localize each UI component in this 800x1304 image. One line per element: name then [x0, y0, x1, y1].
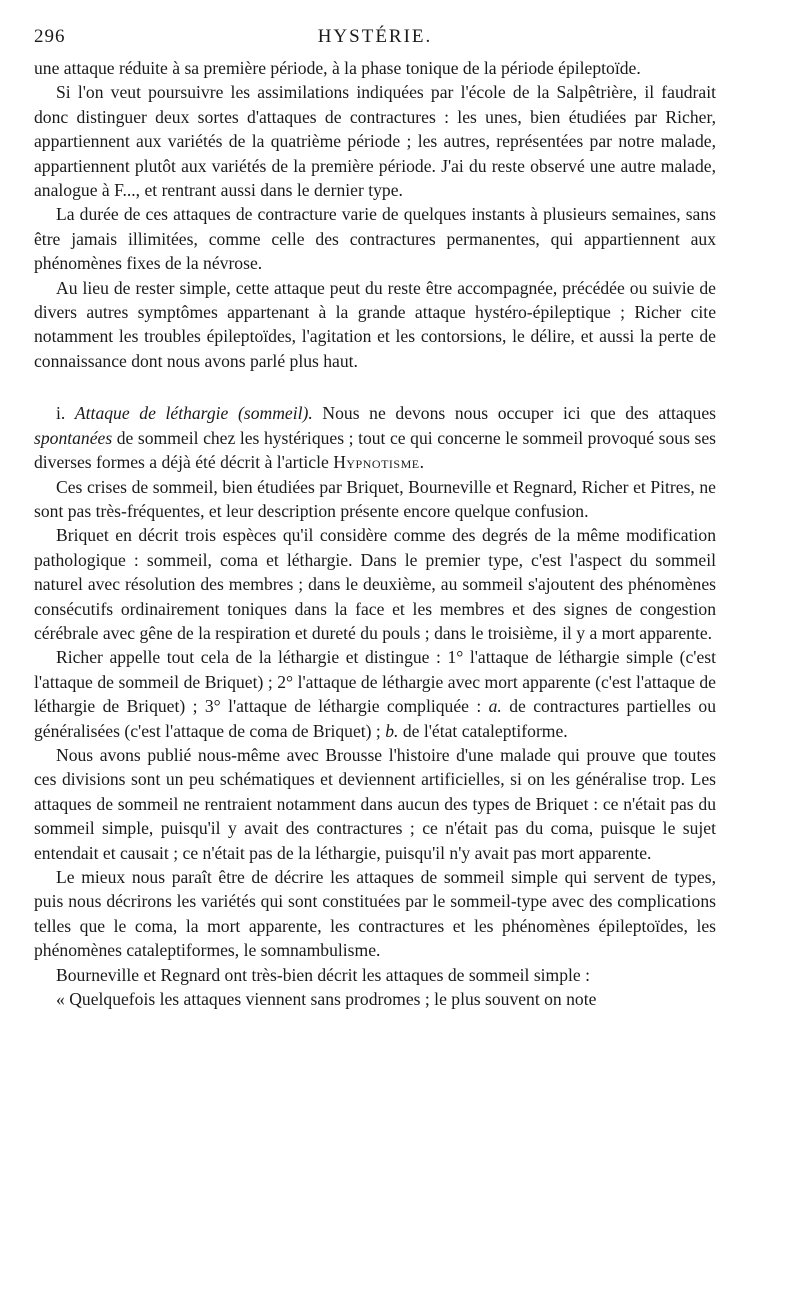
paragraph: une attaque réduite à sa première période, à la phase tonique de la période épileptoïde.: [34, 58, 641, 78]
paragraph: Bourneville et Regnard ont très-bien décrit les attaques de sommeil simple :: [56, 964, 591, 985]
article-reference-end: .: [419, 452, 424, 473]
book-page: [34, 26, 716, 1011]
paragraph: La durée de ces attaques de contracture varie de quelques instants à plusieurs semaines, sans être jamais illimitées, comme celle des contractures permanentes, qui appartiennent aux phénomènes fixes de la névrose.: [34, 204, 716, 274]
section-gap: [34, 373, 716, 401]
richer-text-1: Richer appelle tout cela de la léthargie et distingue : 1° l'attaque de léthargie simple (c'est l'attaque de sommeil de Briquet) ; 2° l'attaque de léthargie avec mort apparente (c'est l'attaque de léthargie de Briquet) ; 3° l'attaque de léthargie compliquée :: [34, 647, 716, 717]
section-marker: i.: [56, 403, 66, 424]
emphasis-spontanees: spontanées: [34, 427, 113, 448]
page-body: [34, 56, 716, 1011]
running-title: HYSTÉRIE.: [317, 26, 433, 47]
article-reference: Hypnotisme: [333, 452, 420, 473]
paragraph: Au lieu de rester simple, cette attaque peut du reste être accompagnée, précédée ou suivie de divers autres symptômes appartenant à la grande attaque hystéro-épileptique ; Richer cite notamment les troubles épileptoïdes, l'agitation et les contorsions, le délire, et aussi la perte de connaissance dont nous avons parlé plus haut.: [34, 277, 716, 371]
richer-text-3: de l'état cataleptiforme.: [402, 720, 568, 741]
paragraph: Si l'on veut poursuivre les assimilations indiquées par l'école de la Salpêtrière, il faudrait donc distinguer deux sortes d'attaques de contractures : les unes, bien étudiées par Richer, appartiennent aux variétés de la quatrième période ; les autres, représentées par notre malade, appartiennent plutôt aux variétés de la première période. J'ai du reste observé une autre malade, analogue à F..., et rentrant aussi dans le dernier type.: [34, 82, 716, 201]
paragraph: Ces crises de sommeil, bien étudiées par Briquet, Bourneville et Regnard, Richer et Pitres, ne sont pas très-fréquentes, et leur description présente encore quelque confusion.: [34, 476, 716, 521]
section-title: Attaque de léthargie: [74, 403, 229, 424]
item-marker-a: a.: [488, 696, 502, 717]
section-intro-text-2: de sommeil chez les hystériques ; tout ce qui concerne le sommeil provoqué sous ses diverses formes a déjà été décrit à l'article: [34, 427, 716, 473]
section-intro-paragraph: [34, 401, 716, 474]
page-number: 296: [34, 26, 66, 47]
section-intro-text: Nous ne devons nous occuper ici que des attaques: [322, 403, 716, 424]
page-header: [34, 26, 716, 56]
item-marker-b: b.: [385, 720, 399, 741]
paragraph: Nous avons publié nous-même avec Brousse l'histoire d'une malade qui prouve que toutes ces divisions sont un peu schématiques et deviennent artificielles, si on les généralise trop. Les attaques de sommeil ne rentraient notamment dans aucun des types de Briquet : ce n'était pas du sommeil simple, puisqu'il y avait des contractures ; ce n'était pas du coma, puisque le sujet entendait et causait ; ce n'était pas de la léthargie, puisqu'il n'y avait pas mort apparente.: [34, 744, 716, 863]
paragraph: Le mieux nous paraît être de décrire les attaques de sommeil simple qui servent de types, puis nous décrirons les variétés qui sont constituées par le sommeil-type avec des complications telles que le coma, la mort apparente, les contractures et les phénomènes épileptoïdes, les phénomènes cataleptiformes, le somnambulisme.: [34, 867, 716, 961]
richer-text-2: de contractures partielles ou généralisées (c'est l'attaque de coma de Briquet) ;: [34, 696, 716, 741]
quotation-start: « Quelquefois les attaques viennent sans prodromes ; le plus souvent on note: [56, 989, 597, 1010]
section-title-paren: (sommeil).: [238, 403, 313, 424]
paragraph: Briquet en décrit trois espèces qu'il considère comme des degrés de la même modification pathologique : sommeil, coma et léthargie. Dans le premier type, c'est l'aspect du sommeil naturel avec résolution des membres ; dans le deuxième, au sommeil s'ajoutent des phénomènes consécutifs ordinairement toniques dans la face et les membres et des signes de congestion cérébrale avec gêne de la respiration et dureté du pouls ; dans le troisième, il y a mort apparente.: [34, 525, 716, 643]
richer-paragraph: [34, 645, 716, 743]
